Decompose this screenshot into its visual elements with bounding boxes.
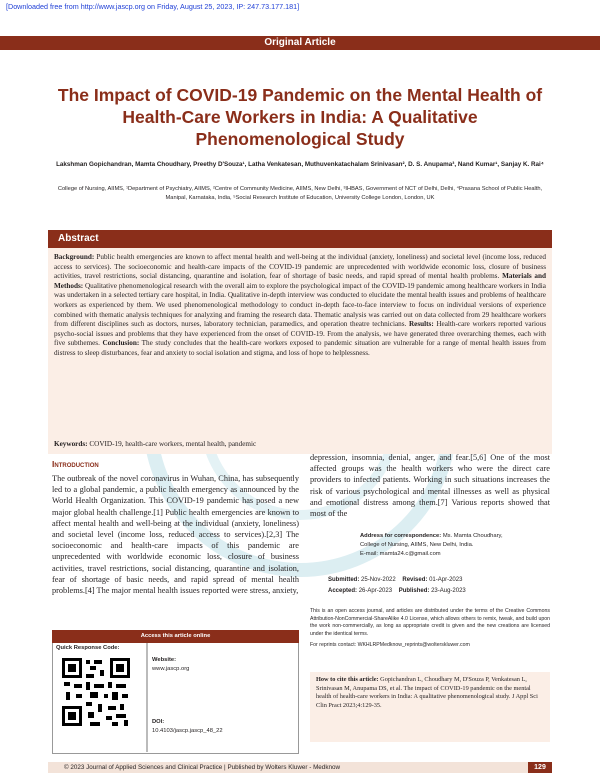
- submitted-date: 25-Nov-2022: [361, 577, 396, 583]
- background-label: Background:: [54, 253, 95, 261]
- revised-date: 01-Apr-2023: [429, 577, 463, 583]
- abstract-body: [54, 253, 546, 359]
- revised-label: Revised:: [402, 577, 428, 583]
- access-online-heading: Access this article online: [52, 630, 299, 643]
- intro-column-1: The outbreak of the novel coronavirus in Wuhan, China, has subsequently led to a global pandemic, a public health emergency as announced by the World Health Organization. This COVID-19 pandemic has posed a new major global health challenge.[1] Public health emergencies are known to affect mental health and well-being at the individual (anxiety, loneliness) and societal level (income loss, reduced access to services).[2,3] The socioeconomic and health-care impacts of this pandemic are unprecedented with worldwide economic loss, closure of business activities, travel restrictions, social distancing, quarantine and isolation, fear of shortage of basic needs, and rapid spread of mental health problems.[4] The major mental health issues reported were stress, anxiety,: [52, 474, 299, 596]
- introduction-heading: Introduction: [52, 459, 99, 469]
- qr-label: Quick Response Code:: [56, 645, 120, 651]
- results-text: Health-care workers reported various psycho-social issues and problems that they have experienced from the onset of COVID-19. From the analysis, we have generated three overarching themes, each with five subthemes.: [54, 320, 546, 348]
- conclusion-text: The study concludes that the health-care workers exposed to pandemic situation are vulnerable for a range of mental health issues from distress to sleep disturbances, fear and anxiety to social isolation and stigma, and loss of hope to helplessness.: [54, 339, 546, 357]
- published-label: Published:: [398, 588, 430, 594]
- correspondence-block: [360, 532, 550, 559]
- access-doi: [152, 718, 223, 736]
- background-text: Public health emergencies are known to affect mental health and well-being at the individual (anxiety, loneliness) and societal level (income loss, reduced access to services). The socioeconomic and health-care impacts of the COVID-19 pandemic are unprecedented with worldwide economic loss, closure of business activities, travel restrictions, social distancing, quarantine and isolation, fear of shortage of basic needs, and rapid spread of mental health problems.: [54, 253, 546, 281]
- intro-column-2: depression, insomnia, denial, anger, and fear.[5,6] One of the most affected groups was the health workers who were the direct care providers to infected patients. Working in such situations increases the risk of various psychological and mental illnesses as well as physical and emotional distress among them.[7] Various reports showed that most of the: [310, 453, 550, 519]
- doi-link[interactable]: 10.4103/jascp.jascp_48_22: [152, 728, 223, 734]
- correspondence-email: E-mail: mamta24.c@gmail.com: [360, 551, 441, 557]
- conclusion-label: Conclusion:: [102, 339, 140, 348]
- access-divider: [146, 643, 148, 752]
- access-website: [152, 656, 189, 674]
- correspondence-name: Ms. Mamta Choudhary,: [442, 533, 503, 539]
- reprints-contact: For reprints contact: WKHLRPMedknow_reprints@wolterskluwer.com: [310, 642, 470, 649]
- doi-label: DOI:: [152, 719, 165, 725]
- footer-text: © 2023 Journal of Applied Sciences and Clinical Practice | Published by Wolters Kluwer - Medknow: [64, 764, 341, 771]
- download-notice: [Downloaded free from http://www.jascp.org on Friday, August 25, 2023, IP: 247.73.177.181]: [6, 2, 300, 11]
- accepted-label: Accepted:: [328, 588, 358, 594]
- accepted-date: 26-Apr-2023: [358, 588, 393, 594]
- website-link[interactable]: www.jascp.org: [152, 666, 190, 672]
- citation-body: Gopichandran L, Choudhary M, D'Souza P, Venkatesan L, Srinivasan M, Anupama DS, et al. The impact of COVID-19 pandemic on the mental health of health-care workers in India: A qualitative phenomenological study. J Appl Sci Clin Pract 2023;4:129-35.: [316, 676, 538, 709]
- materials-text: Qualitative phenomenological research with the overall aim to explore the psychological impact of the COVID-19 pandemic among healthcare workers in India was undertaken in a selected tertiary care hospital, in India. Qualitative in-depth interview was conducted to elucidate the mental health issues and problems of healthcare workers as experienced by them. We used phenomenological methodology to conduct in-depth face-to-face interview to focus on individual versions of experience combined with thematic analysis techniques for analyzing and framing the research data. Thematic analysis was carried out on data collected from 29 healthcare workers from different disciplines such as doctors, nurses, laboratory technician, paramedics, and operation theatre technicians.: [54, 281, 546, 329]
- keywords: [54, 440, 546, 448]
- license-text: This is an open access journal, and articles are distributed under the terms of the Creative Commons Attribution-NonCommercial-ShareAlike 4.0 License, which allows others to remix, tweak, and build upon the work non-commercially, as long as appropriate credit is given and the new creations are licensed under the identical terms.: [310, 608, 550, 637]
- qr-code-icon[interactable]: [60, 656, 132, 728]
- citation-label: How to cite this article:: [316, 676, 379, 683]
- citation-text: [316, 676, 544, 710]
- correspondence-label: Address for correspondence:: [360, 533, 442, 539]
- article-type-label: Original Article: [264, 37, 336, 48]
- abstract-heading-bar: [48, 230, 552, 248]
- publication-dates: [328, 575, 550, 597]
- abstract-heading: Abstract: [58, 233, 99, 244]
- keywords-label: Keywords:: [54, 440, 88, 448]
- keywords-text: COVID-19, health-care workers, mental health, pandemic: [87, 440, 257, 448]
- submitted-label: Submitted:: [328, 577, 360, 583]
- website-label: Website:: [152, 657, 177, 663]
- correspondence-address: College of Nursing, AIIMS, New Delhi, India.: [360, 542, 474, 548]
- license-note: [310, 608, 550, 650]
- paper-title: The Impact of COVID-19 Pandemic on the Mental Health of Health-Care Workers in India: A Qualitative Phenomenological Study: [57, 85, 543, 149]
- author-list: Lakshman Gopichandran, Mamta Choudhary, Preethy D'Souza¹, Latha Venkatesan, Muthuvenkatachalam Srinivasan², D. S. Anupama³, Nand Kumar¹, Sanjay K. Rai⁴: [56, 161, 544, 168]
- published-date: 23-Aug-2023: [431, 588, 466, 594]
- results-label: Results:: [408, 320, 434, 329]
- page-number: 129: [528, 762, 552, 773]
- materials-label: Materials and Methods:: [54, 272, 547, 290]
- affiliations: College of Nursing, AIIMS, ¹Department of Psychiatry, AIIMS, ²Centre of Community Medicine, AIIMS, New Delhi, ³IHBAS, Government of NCT of Delhi, Delhi, ⁴Prasana School of Public Health, Manipal, Karnataka, India, ⁵Social Research Institute of Education, University College London, London, UK: [57, 186, 543, 201]
